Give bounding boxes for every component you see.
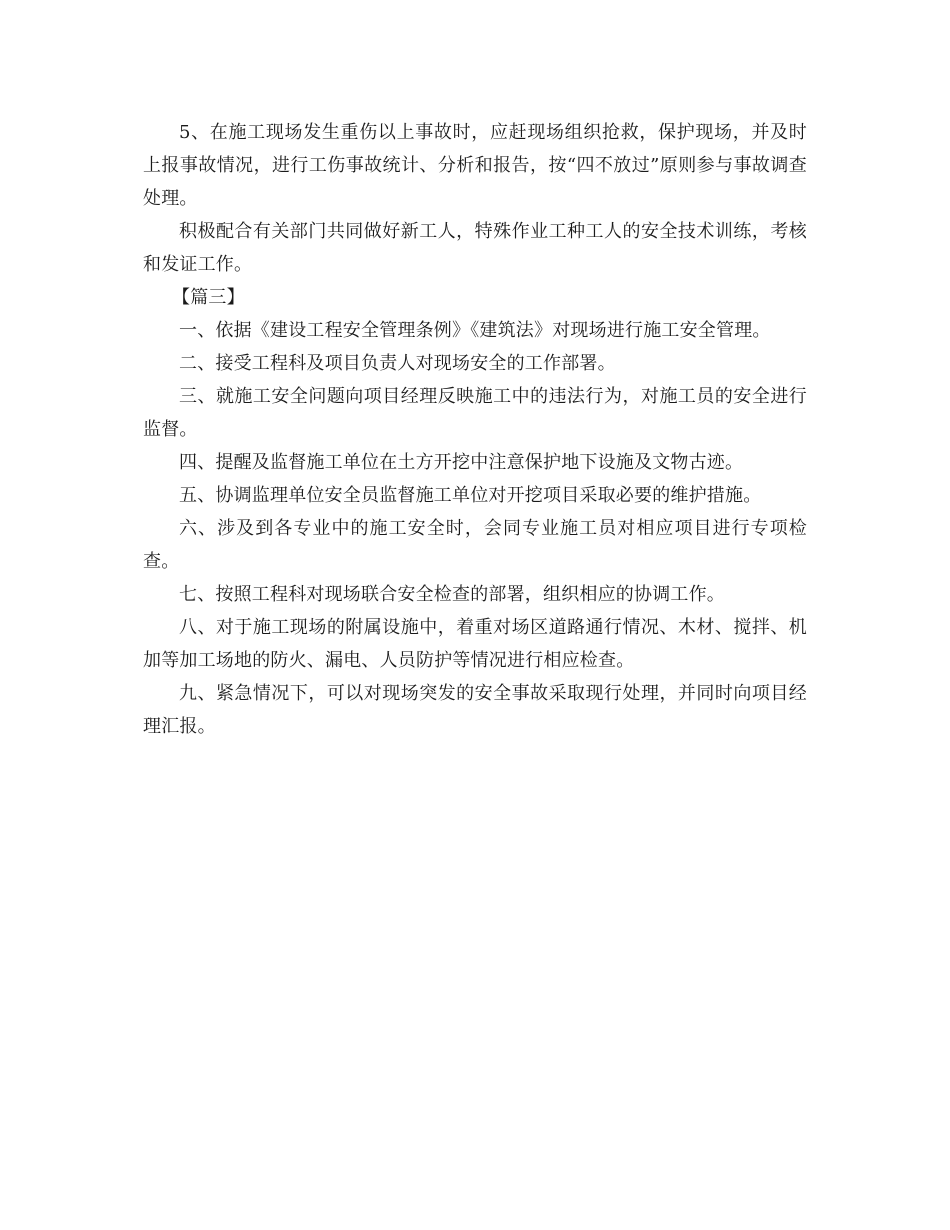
list-item-9: 九、紧急情况下，可以对现场突发的安全事故采取现行处理，并同时向项目经理汇报。: [143, 683, 807, 737]
list-item-2: 二、接受工程科及项目负责人对现场安全的工作部署。: [179, 353, 616, 374]
paragraph-training: 积极配合有关部门共同做好新工人，特殊作业工种工人的安全技术训练，考核和发证工作。: [143, 221, 807, 275]
section-heading: 【篇三】: [172, 287, 245, 308]
paragraph-accident-handling: 5、在施工现场发生重伤以上事故时，应赶现场组织抢救，保护现场，并及时上报事故情况，进行工伤事故统计、分析和报告，按“四不放过”原则参与事故调查处理。: [143, 122, 807, 209]
list-item-4: 四、提醒及监督施工单位在土方开挖中注意保护地下设施及文物古迹。: [179, 452, 744, 473]
list-item-1: 一、依据《建设工程安全管理条例》《建筑法》对现场进行施工安全管理。: [179, 320, 771, 341]
list-item-3: 三、就施工安全问题向项目经理反映施工中的违法行为，对施工员的安全进行监督。: [143, 386, 807, 440]
list-item-6: 六、涉及到各专业中的施工安全时，会同专业施工员对相应项目进行专项检查。: [143, 518, 807, 572]
list-item-5: 五、协调监理单位安全员监督施工单位对开挖项目采取必要的维护措施。: [179, 485, 762, 506]
list-item-7: 七、按照工程科对现场联合安全检查的部署，组织相应的协调工作。: [179, 584, 725, 605]
list-item-8: 八、对于施工现场的附属设施中，着重对场区道路通行情况、木材、搅拌、机加等加工场地的防火、漏电、人员防护等情况进行相应检查。: [143, 617, 807, 671]
document-body: [143, 116, 807, 743]
